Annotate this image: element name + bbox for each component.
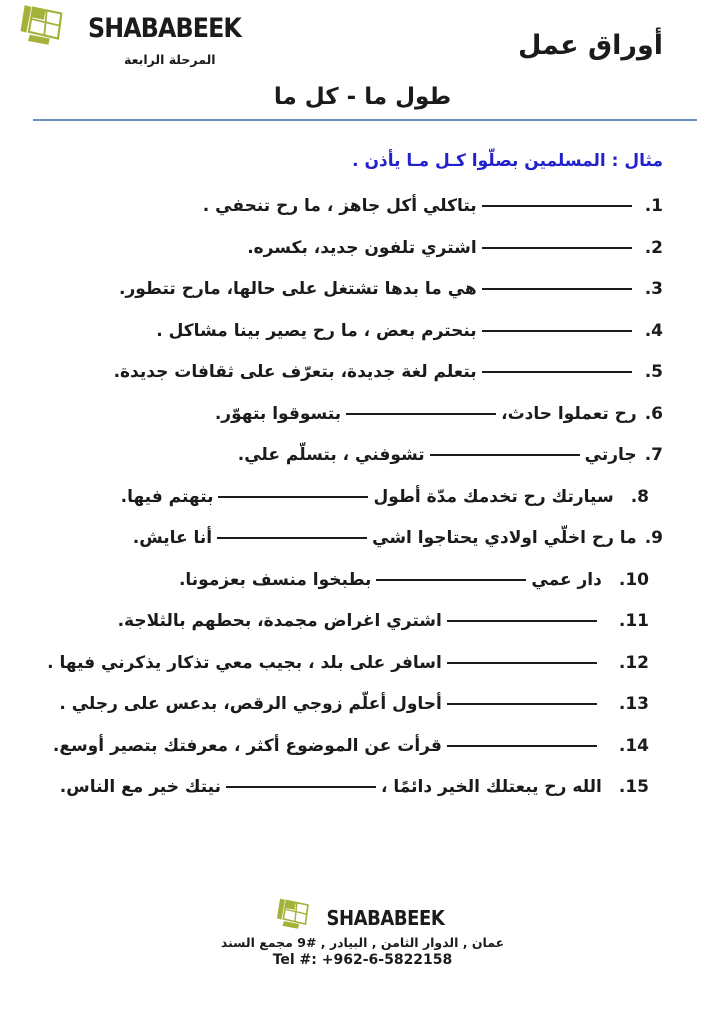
footer xyxy=(0,897,725,968)
exercise-row xyxy=(30,560,649,602)
exercise-row xyxy=(30,311,663,353)
item-text-post: بتاكلي أكل جاهز ، ما رح تنحفي . xyxy=(202,196,477,216)
item-text-pre: دار عمي xyxy=(531,569,602,590)
exercise-row xyxy=(30,435,663,477)
shababeek-logo-icon xyxy=(18,3,68,49)
item-text-post: أنا عايش. xyxy=(132,528,213,548)
footer-logo xyxy=(0,897,725,932)
title-divider xyxy=(33,119,697,121)
blank-line xyxy=(217,537,367,539)
exercise-list xyxy=(30,147,663,809)
item-text-post: بتسوقوا بتهوّر. xyxy=(214,403,342,424)
blank-line xyxy=(430,454,580,456)
item-text-pre: الله رح يبعتلك الخير دائمًا ، xyxy=(380,777,602,797)
exercise-row xyxy=(30,518,663,560)
exercise-row xyxy=(30,767,649,809)
item-text-pre: سيارتك رح تخدمك مدّة أطول xyxy=(373,486,614,507)
blank-line xyxy=(376,579,526,581)
blank-line xyxy=(482,205,632,207)
blank-line xyxy=(482,247,632,249)
item-text-post: اسافر على بلد ، بجيب معي تذكار يذكرني فيها . xyxy=(47,652,442,673)
exercise-rows xyxy=(30,186,663,809)
exercise-row xyxy=(30,352,663,394)
exercise-row xyxy=(30,726,649,768)
item-text-post: بتعلم لغة جديدة، بتعرّف على ثقافات جديدة. xyxy=(113,362,477,382)
item-text-post: بتهتم فيها. xyxy=(120,486,214,507)
item-text-post: اشتري اغراض مجمدة، بحطهم بالثلاجة. xyxy=(117,611,442,631)
item-number: 7. xyxy=(644,445,663,465)
blank-line xyxy=(482,288,632,290)
item-text-post: هي ما بدها تشتغل على حالها، مارح تتطور. xyxy=(119,279,477,299)
item-number: 5. xyxy=(644,362,663,382)
item-number: 6. xyxy=(644,403,663,424)
exercise-row xyxy=(30,477,649,519)
item-number: 12. xyxy=(618,652,649,673)
blank-line xyxy=(226,786,376,788)
worksheet-title: أوراق عمل xyxy=(517,30,663,61)
item-text-post: بطبخوا منسف بعزمونا. xyxy=(178,569,372,590)
item-number: 10. xyxy=(618,569,649,590)
item-text-pre: جارتي xyxy=(584,445,637,465)
item-text-post: نيتك خير مع الناس. xyxy=(59,777,221,797)
exercise-row xyxy=(30,394,663,436)
exercise-row xyxy=(30,186,663,228)
item-number: 2. xyxy=(644,237,663,258)
item-text-post: اشتري تلفون جديد، بكسره. xyxy=(247,237,477,258)
blank-line xyxy=(218,496,368,498)
footer-brand-name: SHABABEEK xyxy=(326,906,444,930)
item-text-post: بنحترم بعض ، ما رح يصير بينا مشاكل . xyxy=(156,320,477,341)
exercise-row xyxy=(30,643,649,685)
item-number: 8. xyxy=(630,486,649,507)
blank-line xyxy=(482,330,632,332)
item-number: 13. xyxy=(618,694,649,714)
item-number: 3. xyxy=(644,279,663,299)
page-title: طول ما - كل ما xyxy=(273,84,452,110)
footer-phone: Tel #: +962-6-5822158 xyxy=(272,952,453,968)
shababeek-logo-icon xyxy=(275,897,313,932)
blank-line xyxy=(447,745,597,747)
blank-line xyxy=(447,703,597,705)
brand-name: SHABABEEK xyxy=(88,13,241,44)
blank-line xyxy=(447,620,597,622)
item-number: 11. xyxy=(618,611,649,631)
item-number: 14. xyxy=(618,735,649,756)
item-number: 15. xyxy=(618,777,649,797)
example-sentence: مثال : المسلمين بصلّوا كـل مـا يأذن . xyxy=(352,151,663,171)
item-text-post: قرأت عن الموضوع أكثر ، معرفتك بتصير أوسع. xyxy=(52,735,442,756)
item-text-post: تشوفني ، بتسلّم علي. xyxy=(237,445,425,465)
stage-label: المرحلة الرابعة xyxy=(124,52,216,67)
footer-address: عمان , الدوار الثامن , البيادر , #9 مجمع السند xyxy=(220,935,505,950)
item-text-pre: ما رح اخلّي اولادي يحتاجوا اشي xyxy=(372,528,637,548)
blank-line xyxy=(447,662,597,664)
item-number: 9. xyxy=(644,528,663,548)
blank-line xyxy=(346,413,496,415)
item-number: 4. xyxy=(644,320,663,341)
item-number: 1. xyxy=(644,196,663,216)
item-text-pre: رح تعملوا حادث، xyxy=(501,403,637,424)
blank-line xyxy=(482,371,632,373)
exercise-row xyxy=(30,684,649,726)
exercise-row xyxy=(30,601,649,643)
exercise-row xyxy=(30,269,663,311)
item-text-post: أحاول أعلّم زوجي الرقص، بدعس على رجلي . xyxy=(59,694,442,714)
exercise-row xyxy=(30,228,663,270)
